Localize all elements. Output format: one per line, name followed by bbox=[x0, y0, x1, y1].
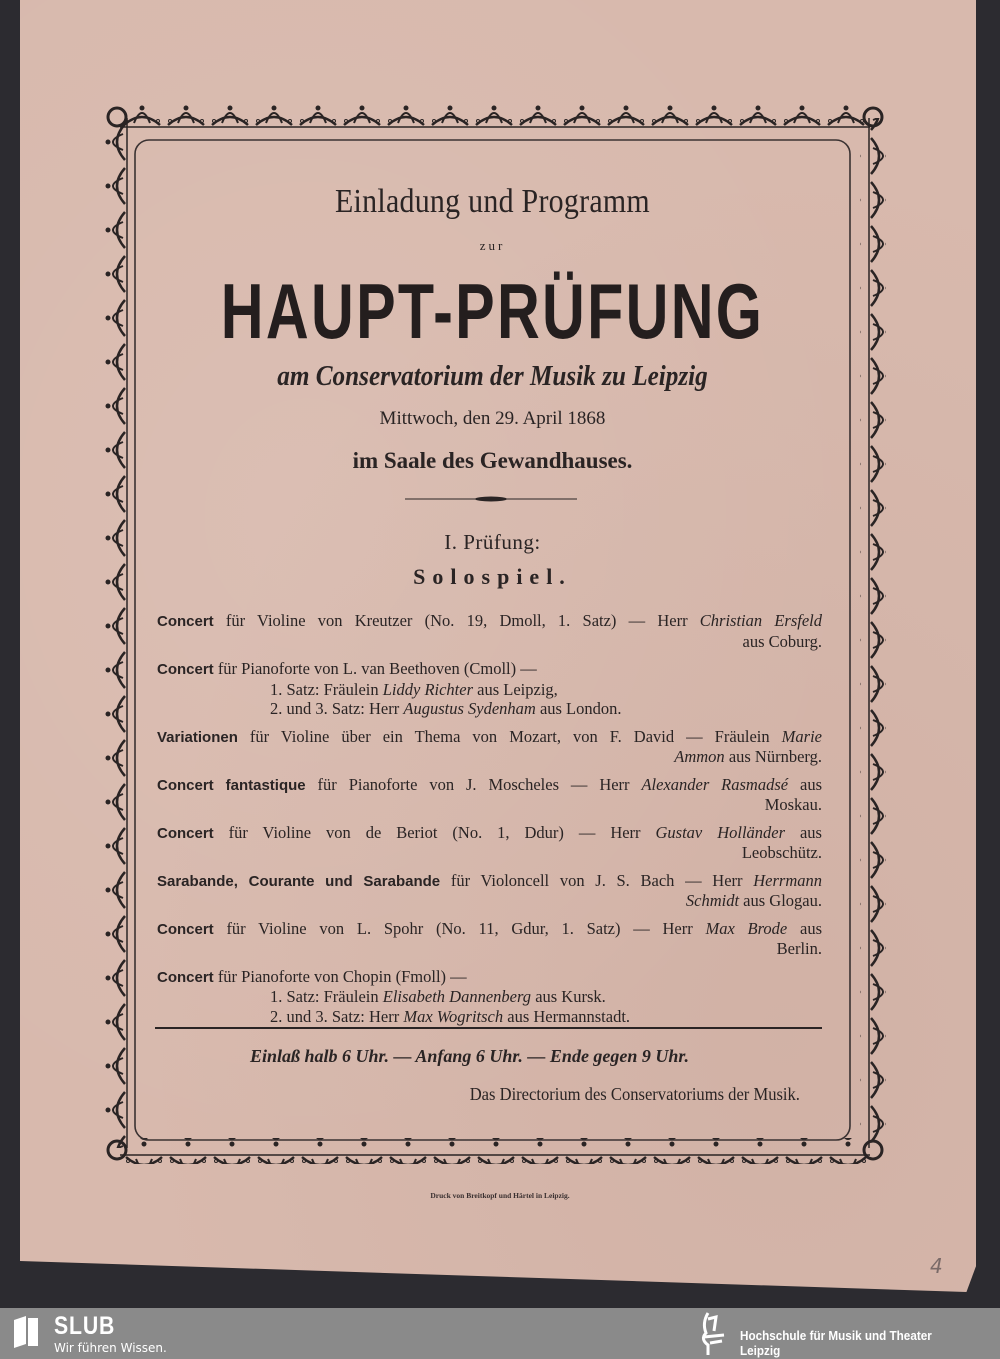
printer-imprint: Druck von Breitkopf und Härtel in Leipzig. bbox=[430, 1191, 570, 1200]
program-line bbox=[157, 823, 822, 844]
signature-line: Das Directorium des Conservatoriums der Musik. bbox=[469, 1084, 800, 1104]
program-line bbox=[157, 843, 822, 863]
performer-name: Christian Ersfeld bbox=[699, 611, 822, 630]
program-text: aus London. bbox=[535, 699, 622, 718]
program-entry bbox=[157, 611, 822, 651]
performer-name: Max Wogritsch bbox=[403, 1006, 504, 1026]
performer-name: Ammon bbox=[674, 747, 725, 766]
piece-title: Sarabande, Courante und Sarabande bbox=[157, 872, 441, 890]
hmt-logo-icon[interactable] bbox=[694, 1311, 730, 1357]
program-text: aus Coburg. bbox=[742, 631, 822, 651]
performer-name: Gustav Holländer bbox=[655, 822, 786, 842]
section-heading: I. Prüfung: bbox=[444, 530, 541, 554]
program-line bbox=[157, 775, 822, 796]
date-line: Mittwoch, den 29. April 1868 bbox=[379, 408, 606, 429]
program-text: aus Leipzig, bbox=[473, 679, 558, 699]
program-line bbox=[157, 632, 822, 652]
program-text: für Violine von L. Spohr (No. 11, Gdur, 1. Satz) — Herr bbox=[213, 918, 706, 938]
program-line bbox=[157, 659, 822, 680]
program-text: Berlin. bbox=[776, 939, 822, 958]
performer-name: Max Brode bbox=[705, 918, 788, 938]
document-headline: HAUPT-PRÜFUNG bbox=[220, 267, 765, 355]
program-text: aus Glogau. bbox=[739, 891, 822, 910]
program-entry bbox=[157, 823, 822, 863]
program-text: für Pianoforte von Chopin (Fmoll) — bbox=[213, 966, 467, 986]
program-line bbox=[157, 919, 822, 940]
program-text: Leobschütz. bbox=[741, 843, 822, 862]
venue-line: im Saale des Gewandhauses. bbox=[352, 448, 633, 473]
piece-title: Concert bbox=[157, 824, 214, 842]
piece-title: Variationen bbox=[157, 728, 238, 746]
program-line bbox=[157, 747, 822, 767]
institution-line: am Conservatorium der Musik zu Leipzig bbox=[277, 361, 708, 392]
program-text: für Violine von de Beriot (No. 1, Ddur) — Herr bbox=[213, 822, 656, 842]
program-line bbox=[157, 891, 822, 911]
program-text: 2. und 3. Satz: Herr bbox=[270, 699, 404, 718]
program-line bbox=[157, 727, 822, 748]
performer-name: Herrmann bbox=[753, 870, 822, 890]
program-entry bbox=[157, 919, 822, 959]
hours-line: Einlaß halb 6 Uhr. — Anfang 6 Uhr. — Ende gegen 9 Uhr. bbox=[250, 1046, 689, 1066]
performer-name: Marie bbox=[781, 726, 822, 746]
divider bbox=[155, 1027, 822, 1029]
program-line bbox=[157, 987, 822, 1007]
program-entry bbox=[157, 775, 822, 815]
ornamental-rule bbox=[405, 496, 577, 502]
program-text: 1. Satz: Fräulein bbox=[270, 679, 383, 699]
page-number: 4 bbox=[930, 1254, 943, 1278]
program-line bbox=[157, 680, 822, 700]
piece-title: Concert bbox=[157, 920, 214, 938]
program-text: aus Nürnberg. bbox=[724, 747, 822, 766]
program-line bbox=[157, 699, 822, 719]
program-text: für Pianoforte von L. van Beethoven (Cmoll) — bbox=[213, 659, 537, 678]
program-entry bbox=[157, 871, 822, 911]
program-text: für Violine von Kreutzer (No. 19, Dmoll, 1. Satz) — Herr bbox=[213, 611, 700, 630]
performer-name: Alexander Rasmadsé bbox=[641, 774, 789, 794]
program-text: für Pianoforte von J. Moscheles — Herr bbox=[305, 774, 642, 794]
document-title: Einladung und Programm bbox=[335, 183, 650, 220]
book-icon bbox=[12, 1316, 40, 1350]
program-line bbox=[157, 939, 822, 959]
program-line bbox=[157, 1007, 822, 1027]
subsection-heading: Solospiel. bbox=[413, 564, 572, 589]
program-text: aus Hermannstadt. bbox=[503, 1006, 631, 1026]
program-text: aus bbox=[785, 822, 822, 842]
program-list bbox=[157, 611, 822, 1026]
performer-name: Liddy Richter bbox=[382, 679, 474, 699]
program-line bbox=[157, 795, 822, 815]
program-text: aus Kursk. bbox=[531, 987, 606, 1006]
program-text: für Violoncell von J. S. Bach — Herr bbox=[440, 870, 754, 890]
piece-title: Concert bbox=[157, 968, 214, 986]
performer-name: Elisabeth Dannenberg bbox=[382, 987, 532, 1006]
hmt-label[interactable]: Hochschule für Musik und Theater Leipzig bbox=[740, 1328, 932, 1358]
piece-title: Concert bbox=[157, 613, 214, 630]
program-line bbox=[157, 871, 822, 892]
viewer-footer-bar bbox=[0, 1308, 1000, 1359]
program-line bbox=[157, 967, 822, 988]
program-entry bbox=[157, 967, 822, 1027]
program-entry bbox=[157, 727, 822, 767]
program-text: 1. Satz: Fräulein bbox=[270, 987, 383, 1006]
slub-logo[interactable]: SLUB bbox=[54, 1312, 116, 1340]
program-text: Moskau. bbox=[764, 795, 822, 814]
document-zur: zur bbox=[479, 238, 506, 253]
piece-title: Concert fantastique bbox=[157, 776, 306, 794]
program-text: für Violine über ein Thema von Mozart, von F. David — Fräulein bbox=[237, 726, 782, 746]
program-text: 2. und 3. Satz: Herr bbox=[270, 1006, 404, 1026]
slub-tagline: Wir führen Wissen. bbox=[54, 1341, 167, 1355]
piece-title: Concert bbox=[157, 661, 214, 678]
program-text: aus bbox=[787, 918, 823, 938]
performer-name: Schmidt bbox=[685, 891, 740, 910]
program-text: aus bbox=[788, 774, 822, 794]
program-entry bbox=[157, 659, 822, 719]
performer-name: Augustus Sydenham bbox=[403, 699, 536, 718]
program-line bbox=[157, 611, 822, 632]
